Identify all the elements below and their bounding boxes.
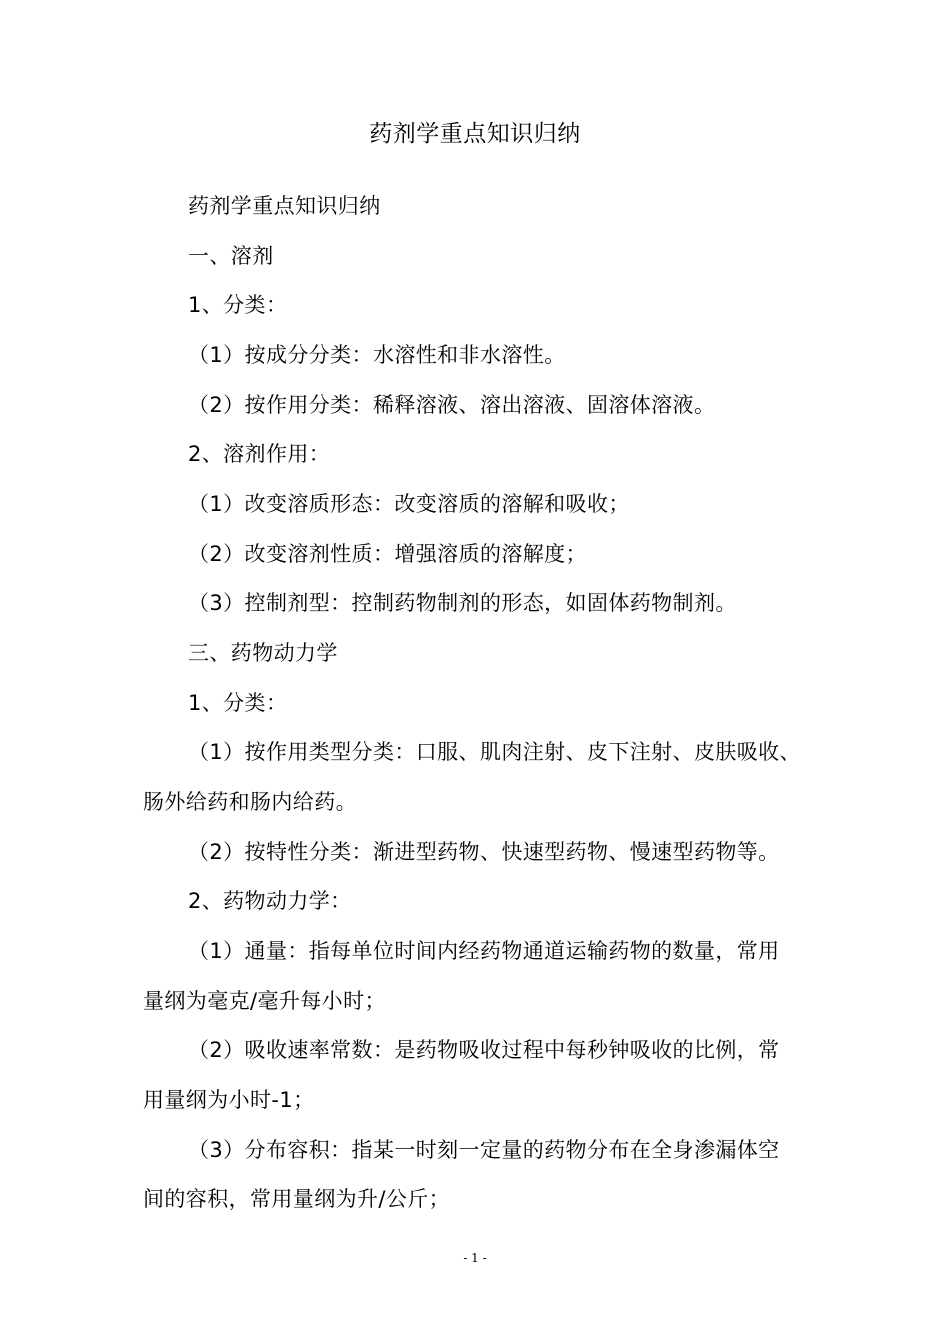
paragraph-line: （2）按作用分类：稀释溶液、溶出溶液、固溶体溶液。: [188, 393, 716, 417]
paragraph-continuation: 间的容积，常用量纲为升/公斤；: [143, 1187, 451, 1211]
paragraph-line: （1）通量：指每单位时间内经药物通道运输药物的数量，常用: [188, 939, 780, 963]
paragraph-line: （3）分布容积：指某一时刻一定量的药物分布在全身渗漏体空: [188, 1138, 780, 1162]
subsection-heading: 1、分类：: [188, 293, 288, 317]
subsection-heading: 1、分类：: [188, 691, 288, 715]
paragraph-line: （1）按成分分类：水溶性和非水溶性。: [188, 343, 566, 367]
paragraph-line: （2）按特性分类：渐进型药物、快速型药物、慢速型药物等。: [188, 840, 780, 864]
paragraph-line: （1）按作用类型分类：口服、肌肉注射、皮下注射、皮肤吸收、: [188, 740, 801, 764]
intro-line: 药剂学重点知识归纳: [188, 194, 381, 218]
paragraph-continuation: 量纲为毫克/毫升每小时；: [143, 989, 386, 1013]
subsection-heading: 2、药物动力学：: [188, 889, 352, 913]
paragraph-continuation: 用量纲为小时-1；: [143, 1088, 315, 1112]
page-number: - 1 -: [463, 1251, 487, 1265]
paragraph-line: （1）改变溶质形态：改变溶质的溶解和吸收；: [188, 492, 630, 516]
section-heading: 三、药物动力学: [188, 641, 338, 665]
section-heading: 一、溶剂: [188, 244, 274, 268]
paragraph-continuation: 肠外给药和肠内给药。: [143, 790, 357, 814]
document-title: 药剂学重点知识归纳: [369, 121, 581, 147]
paragraph-line: （2）改变溶剂性质：增强溶质的溶解度；: [188, 542, 587, 566]
paragraph-line: （2）吸收速率常数：是药物吸收过程中每秒钟吸收的比例，常: [188, 1038, 780, 1062]
subsection-heading: 2、溶剂作用：: [188, 442, 331, 466]
paragraph-line: （3）控制剂型：控制药物制剂的形态，如固体药物制剂。: [188, 591, 737, 615]
